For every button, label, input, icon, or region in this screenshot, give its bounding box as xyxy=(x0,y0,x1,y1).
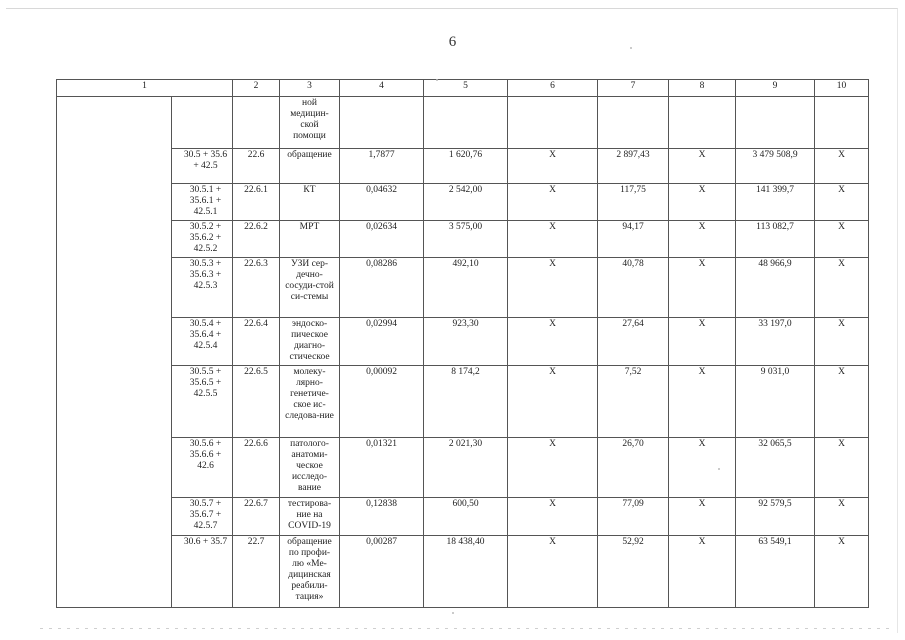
x-mark-cell: Х xyxy=(508,221,598,258)
header-cell-9: 9 xyxy=(736,80,815,97)
x-mark-cell: Х xyxy=(508,318,598,366)
code-cell: 22.6.7 xyxy=(233,498,280,536)
code-cell: 22.7 xyxy=(233,536,280,608)
x-mark-cell: Х xyxy=(669,221,736,258)
code-cell xyxy=(233,97,280,149)
header-cell-4: 4 xyxy=(340,80,424,97)
name-cell: ной медицин-ской помощи xyxy=(280,97,340,149)
coefficient-cell: 0,00092 xyxy=(340,366,424,438)
total-cell: 141 399,7 xyxy=(736,184,815,221)
ref-cell: 30.5.5 + 35.6.5 + 42.5.5 xyxy=(172,366,233,438)
table-body xyxy=(57,97,869,608)
code-cell: 22.6.1 xyxy=(233,184,280,221)
ref-cell: 30.5.2 + 35.6.2 + 42.5.2 xyxy=(172,221,233,258)
x-mark-cell: Х xyxy=(669,498,736,536)
header-cell-3: 3 xyxy=(280,80,340,97)
per-capita-cell: 117,75 xyxy=(598,184,669,221)
x-mark-cell: Х xyxy=(815,318,869,366)
ref-cell xyxy=(172,97,233,149)
scan-speck xyxy=(436,79,438,81)
x-mark-cell: Х xyxy=(815,221,869,258)
scan-speck xyxy=(452,612,454,614)
scan-noise xyxy=(40,628,890,629)
cost-cell: 3 575,00 xyxy=(424,221,508,258)
value-cell xyxy=(736,97,815,149)
x-mark-cell: Х xyxy=(815,149,869,184)
scan-speck xyxy=(630,47,632,49)
x-mark-cell: Х xyxy=(815,366,869,438)
x-mark-cell: Х xyxy=(669,184,736,221)
ref-cell: 30.5.3 + 35.6.3 + 42.5.3 xyxy=(172,258,233,318)
code-cell: 22.6.4 xyxy=(233,318,280,366)
table-header-row xyxy=(57,80,869,97)
table-row xyxy=(57,536,869,608)
value-cell xyxy=(508,97,598,149)
scan-speck xyxy=(718,468,720,470)
x-mark-cell: Х xyxy=(669,438,736,498)
x-mark-cell: Х xyxy=(669,149,736,184)
x-mark-cell: Х xyxy=(508,438,598,498)
cost-cell: 8 174,2 xyxy=(424,366,508,438)
table-row xyxy=(57,498,869,536)
cost-cell: 492,10 xyxy=(424,258,508,318)
cost-cell: 2 021,30 xyxy=(424,438,508,498)
table-row xyxy=(57,438,869,498)
x-mark-cell: Х xyxy=(815,498,869,536)
value-cell xyxy=(815,97,869,149)
code-cell: 22.6.2 xyxy=(233,221,280,258)
per-capita-cell: 27,64 xyxy=(598,318,669,366)
total-cell: 3 479 508,9 xyxy=(736,149,815,184)
total-cell: 33 197,0 xyxy=(736,318,815,366)
total-cell: 48 966,9 xyxy=(736,258,815,318)
header-cell-1: 1 xyxy=(57,80,233,97)
header-cell-6: 6 xyxy=(508,80,598,97)
coefficient-cell: 0,02994 xyxy=(340,318,424,366)
coefficient-cell: 0,04632 xyxy=(340,184,424,221)
table-row xyxy=(57,184,869,221)
cost-cell: 2 542,00 xyxy=(424,184,508,221)
total-cell: 63 549,1 xyxy=(736,536,815,608)
per-capita-cell: 94,17 xyxy=(598,221,669,258)
x-mark-cell: Х xyxy=(508,536,598,608)
name-cell: УЗИ сер-дечно-сосуди-стой си-стемы xyxy=(280,258,340,318)
x-mark-cell: Х xyxy=(815,438,869,498)
x-mark-cell: Х xyxy=(508,149,598,184)
coefficient-cell: 0,01321 xyxy=(340,438,424,498)
blank-column-cell xyxy=(57,97,172,608)
ref-cell: 30.5.1 + 35.6.1 + 42.5.1 xyxy=(172,184,233,221)
ref-cell: 30.6 + 35.7 xyxy=(172,536,233,608)
ref-cell: 30.5 + 35.6 + 42.5 xyxy=(172,149,233,184)
value-cell xyxy=(424,97,508,149)
total-cell: 9 031,0 xyxy=(736,366,815,438)
code-cell: 22.6.6 xyxy=(233,438,280,498)
x-mark-cell: Х xyxy=(815,258,869,318)
per-capita-cell: 52,92 xyxy=(598,536,669,608)
page-number: 6 xyxy=(448,34,457,50)
data-table xyxy=(56,79,869,608)
table-row xyxy=(57,97,869,149)
code-cell: 22.6.3 xyxy=(233,258,280,318)
table-row xyxy=(57,318,869,366)
per-capita-cell: 7,52 xyxy=(598,366,669,438)
coefficient-cell: 0,12838 xyxy=(340,498,424,536)
ref-cell: 30.5.6 + 35.6.6 + 42.6 xyxy=(172,438,233,498)
header-cell-5: 5 xyxy=(424,80,508,97)
name-cell: тестирова-ние на COVID-19 xyxy=(280,498,340,536)
x-mark-cell: Х xyxy=(669,258,736,318)
value-cell xyxy=(598,97,669,149)
name-cell: патолого-анатоми-ческое исследо-вание xyxy=(280,438,340,498)
x-mark-cell: Х xyxy=(669,318,736,366)
table-row xyxy=(57,258,869,318)
cost-cell: 1 620,76 xyxy=(424,149,508,184)
header-cell-7: 7 xyxy=(598,80,669,97)
table-row xyxy=(57,221,869,258)
name-cell: эндоско-пическое диагно-стическое xyxy=(280,318,340,366)
name-cell: КТ xyxy=(280,184,340,221)
coefficient-cell: 1,7877 xyxy=(340,149,424,184)
total-cell: 32 065,5 xyxy=(736,438,815,498)
name-cell: обращение по профи-лю «Ме-дицинская реабили-тация» xyxy=(280,536,340,608)
table-row xyxy=(57,149,869,184)
per-capita-cell: 77,09 xyxy=(598,498,669,536)
header-cell-2: 2 xyxy=(233,80,280,97)
code-cell: 22.6.5 xyxy=(233,366,280,438)
coefficient-cell: 0,08286 xyxy=(340,258,424,318)
per-capita-cell: 2 897,43 xyxy=(598,149,669,184)
coefficient-cell: 0,00287 xyxy=(340,536,424,608)
x-mark-cell: Х xyxy=(669,366,736,438)
ref-cell: 30.5.7 + 35.6.7 + 42.5.7 xyxy=(172,498,233,536)
cost-cell: 18 438,40 xyxy=(424,536,508,608)
code-cell: 22.6 xyxy=(233,149,280,184)
name-cell: обращение xyxy=(280,149,340,184)
x-mark-cell: Х xyxy=(508,366,598,438)
x-mark-cell: Х xyxy=(508,184,598,221)
per-capita-cell: 26,70 xyxy=(598,438,669,498)
value-cell xyxy=(340,97,424,149)
x-mark-cell: Х xyxy=(815,536,869,608)
header-cell-8: 8 xyxy=(669,80,736,97)
name-cell: молеку-лярно-генетиче-ское ис-следова-ние xyxy=(280,366,340,438)
x-mark-cell: Х xyxy=(815,184,869,221)
value-cell xyxy=(669,97,736,149)
cost-cell: 923,30 xyxy=(424,318,508,366)
table-row xyxy=(57,366,869,438)
x-mark-cell: Х xyxy=(508,258,598,318)
name-cell: МРТ xyxy=(280,221,340,258)
total-cell: 113 082,7 xyxy=(736,221,815,258)
total-cell: 92 579,5 xyxy=(736,498,815,536)
ref-cell: 30.5.4 + 35.6.4 + 42.5.4 xyxy=(172,318,233,366)
header-cell-10: 10 xyxy=(815,80,869,97)
x-mark-cell: Х xyxy=(669,536,736,608)
x-mark-cell: Х xyxy=(508,498,598,536)
coefficient-cell: 0,02634 xyxy=(340,221,424,258)
per-capita-cell: 40,78 xyxy=(598,258,669,318)
cost-cell: 600,50 xyxy=(424,498,508,536)
